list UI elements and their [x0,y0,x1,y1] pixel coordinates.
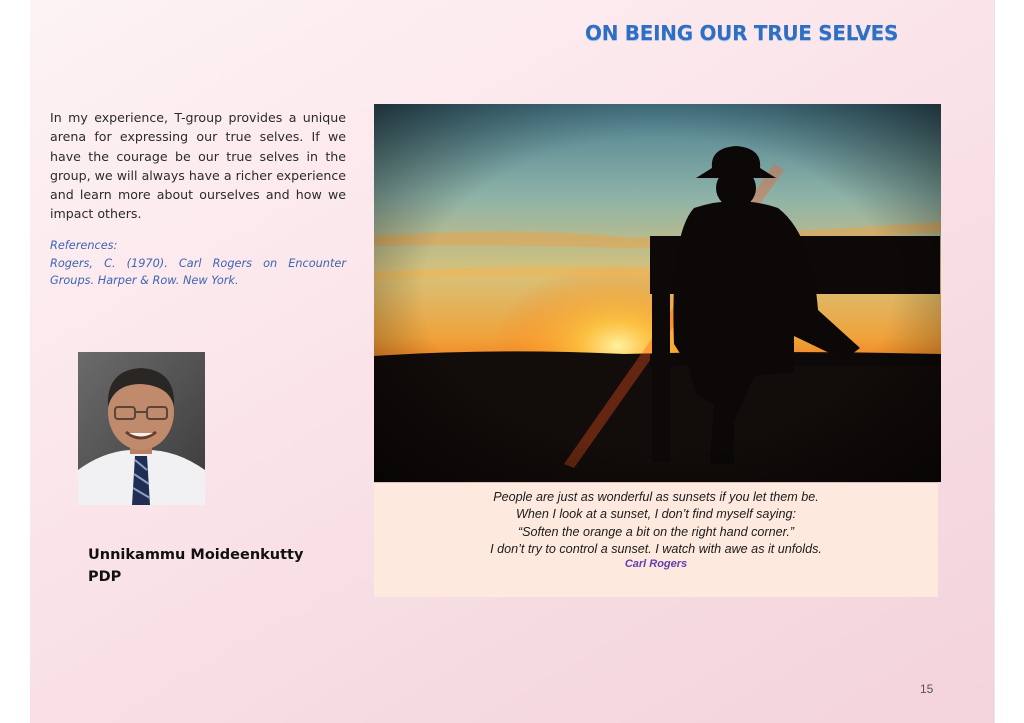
quote-line: When I look at a sunset, I don’t find myself saying: [515,507,796,522]
references-heading: References: [50,239,118,252]
page [30,0,995,723]
quote-box [374,482,938,597]
page-title: ON BEING OUR TRUE SELVES [585,21,899,45]
author-affiliation: PDP [88,569,122,585]
quote-line: “Soften the orange a bit on the right hand corner.” [517,524,795,539]
quote-line: People are just as wonderful as sunsets if you let them be. [493,490,819,504]
page-number: 15 [920,682,934,696]
author-name: Unnikammu Moideenkutty [88,547,304,563]
intro-paragraph: In my experience, T-group provides a unique arena for expressing our true selves. If we have the courage be our true selves in the group, we will always have a richer experience and learn more about ourselves and how we impact others. [50,110,346,222]
sunset-photo [374,104,941,482]
quote-lines [374,489,938,558]
author-block [88,544,348,588]
references-citation: Rogers, C. (1970). Carl Rogers on Encounter Groups. Harper & Row. New York. [50,256,346,287]
author-portrait [78,352,205,505]
quote-line: I don’t try to control a sunset. I watch with awe as it unfolds. [490,541,822,556]
quote-attribution: Carl Rogers [624,558,688,571]
references [50,237,346,290]
